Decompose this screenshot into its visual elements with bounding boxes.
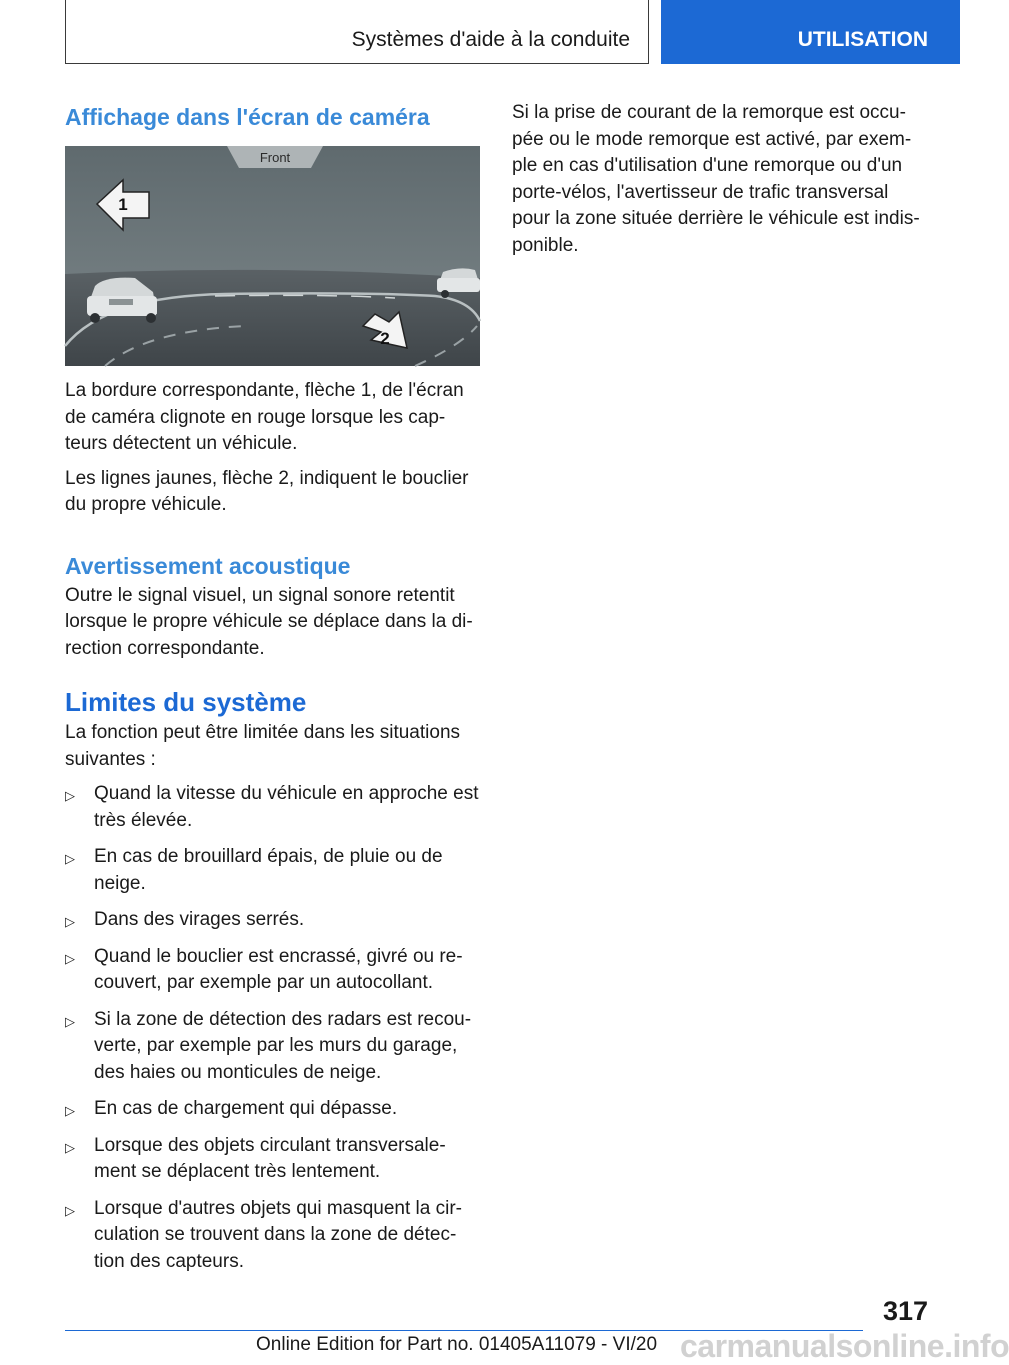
callout-2-number: 2 bbox=[380, 329, 390, 348]
bullet-triangle-icon: ▷ bbox=[65, 1202, 75, 1218]
left-column bbox=[65, 100, 481, 1285]
edition-footer: Online Edition for Part no. 01405A11079 - VI/20 bbox=[256, 1334, 658, 1355]
camera-screen-figure bbox=[65, 146, 480, 366]
paragraph-yellow-lines: Les lignes jaunes, flèche 2, indiquent le bouclier du propre véhicule. bbox=[65, 467, 469, 515]
heading-camera-display: Affichage dans l'écran de caméra bbox=[65, 104, 430, 130]
chapter-tab[interactable]: UTILISATION bbox=[661, 0, 960, 64]
bullet-triangle-icon: ▷ bbox=[65, 788, 75, 803]
list-item: ▷ Quand la vitesse du véhicule en approche est très élevée. bbox=[65, 783, 479, 831]
paragraph-acoustic-signal: Outre le signal visuel, un signal sonore retentit lorsque le propre véhicule se déplace dans la di-rection correspondante. bbox=[65, 584, 473, 659]
heading-system-limits: Limites du système bbox=[65, 687, 307, 717]
right-column bbox=[512, 100, 924, 259]
bullet-triangle-icon: ▷ bbox=[65, 1013, 75, 1029]
bullet-triangle-icon: ▷ bbox=[65, 1139, 75, 1155]
paragraph-border-flash: La bordure correspondante, flèche 1, de l'écran de caméra clignote en rouge lorsque les cap-teurs détectent un véhicule. bbox=[65, 380, 464, 454]
list-item: ▷ Si la zone de détection des radars est recou-verte, par exemple par les murs du garage, des haies ou monticules de neige. bbox=[65, 1008, 472, 1083]
list-item: ▷ Lorsque des objets circulant transversale-ment se déplacent très lentement. bbox=[65, 1134, 446, 1182]
bullet-triangle-icon: ▷ bbox=[65, 914, 75, 929]
bullet-triangle-icon: ▷ bbox=[65, 950, 75, 966]
watermark: carmanualsonline.info bbox=[680, 1328, 1009, 1364]
list-item: ▷ Lorsque d'autres objets qui masquent la cir-culation se trouvent dans la zone de détec-tion des capteurs. bbox=[65, 1197, 462, 1272]
bullet-triangle-icon: ▷ bbox=[65, 851, 75, 866]
list-item: ▷ En cas de chargement qui dépasse. bbox=[65, 1096, 481, 1123]
list-item: ▷ En cas de brouillard épais, de pluie ou de neige. bbox=[65, 846, 443, 894]
limits-list bbox=[65, 781, 481, 1275]
heading-acoustic-warning: Avertissement acoustique bbox=[65, 552, 351, 579]
list-item: ▷ Quand le bouclier est encrassé, givré ou re-couvert, par exemple par un autocollant. bbox=[65, 945, 463, 993]
section-title: Systèmes d'aide à la conduite bbox=[351, 28, 630, 51]
list-item: ▷ Dans des virages serrés. bbox=[65, 907, 481, 934]
callout-1-number: 1 bbox=[118, 195, 128, 214]
page-number: 317 bbox=[882, 1296, 928, 1326]
paragraph-limits-intro: La fonction peut être limitée dans les situations suivantes : bbox=[65, 722, 461, 770]
bullet-triangle-icon: ▷ bbox=[65, 1103, 75, 1118]
front-label: Front bbox=[259, 150, 291, 165]
paragraph-trailer-socket: Si la prise de courant de la remorque est occu-pée ou le mode remorque est activé, par exem-ple en cas d'utilisation d'une remorque ou d'un porte-vélos, l'avertisseur de trafic transversal pour la zone située derrière le véhicule est indis-ponible. bbox=[512, 102, 920, 256]
